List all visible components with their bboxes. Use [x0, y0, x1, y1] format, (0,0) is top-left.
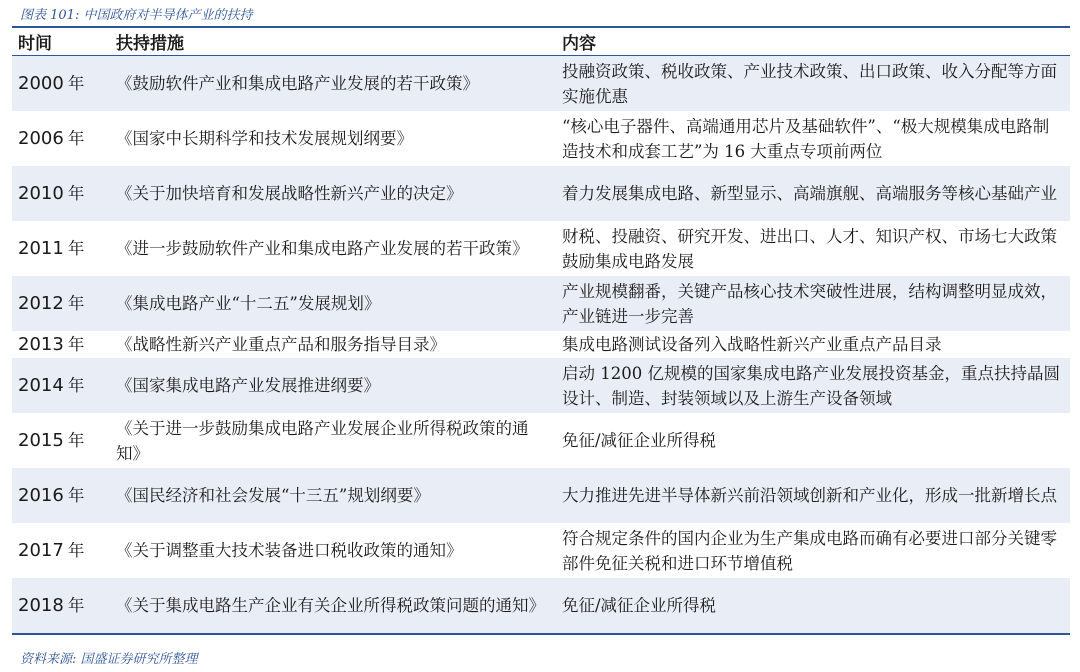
row-measure: 《关于进一步鼓励集成电路产业发展企业所得税政策的通知》: [116, 418, 529, 463]
row-content: 投融资政策、税收政策、产业技术政策、出口政策、收入分配等方面实施优惠: [562, 61, 1057, 106]
row-year: [12, 126, 110, 151]
row-year-value: 2012: [18, 293, 64, 314]
row-content: 集成电路测试设备列入战略性新兴产业重点产品目录: [562, 335, 942, 354]
row-year-suffix: 年: [67, 129, 85, 148]
row-year: [12, 236, 110, 261]
row-year-suffix: 年: [67, 431, 85, 450]
row-year: [12, 71, 110, 96]
table-row: [12, 56, 1070, 111]
table-row: [12, 221, 1070, 276]
row-year-suffix: 年: [67, 184, 85, 203]
row-year-value: 2014: [18, 375, 64, 396]
row-measure: 《鼓励软件产业和集成电路产业发展的若干政策》: [116, 74, 479, 93]
row-year-value: 2013: [18, 334, 64, 355]
row-measure: 《国民经济和社会发展“十三五”规划纲要》: [116, 486, 430, 505]
table-row: [12, 166, 1070, 221]
row-year-value: 2010: [18, 183, 64, 204]
row-content: 符合规定条件的国内企业为生产集成电路而确有必要进口部分关键零部件免征关税和进口环节增值税: [562, 528, 1057, 573]
table-row: [12, 468, 1070, 523]
row-year-value: 2000: [18, 73, 64, 94]
row-year-value: 2016: [18, 485, 64, 506]
row-year-value: 2017: [18, 540, 64, 561]
row-content: 着力发展集成电路、新型显示、高端旗舰、高端服务等核心基础产业: [562, 184, 1057, 203]
row-year-suffix: 年: [67, 335, 85, 354]
row-year: [12, 538, 110, 563]
row-year-value: 2006: [18, 128, 64, 149]
row-year-suffix: 年: [67, 74, 85, 93]
table-row: [12, 276, 1070, 331]
table-body: [12, 56, 1070, 633]
table-row: [12, 413, 1070, 468]
row-measure: 《关于加快培育和发展战略性新兴产业的决定》: [116, 184, 463, 203]
row-year-suffix: 年: [67, 486, 85, 505]
row-year: [12, 181, 110, 206]
table-row: [12, 331, 1070, 358]
row-measure: 《国家集成电路产业发展推进纲要》: [116, 376, 380, 395]
header-content: 内容: [562, 34, 596, 54]
row-year: [12, 373, 110, 398]
table-row: [12, 523, 1070, 578]
row-year-suffix: 年: [67, 596, 85, 615]
row-year-suffix: 年: [67, 239, 85, 258]
row-measure: 《战略性新兴产业重点产品和服务指导目录》: [116, 335, 446, 354]
row-content: 产业规模翻番，关键产品核心技术突破性进展，结构调整明显成效，产业链进一步完善: [562, 281, 1057, 326]
row-year-suffix: 年: [67, 294, 85, 313]
row-year-value: 2015: [18, 430, 64, 451]
row-year: [12, 291, 110, 316]
header-year: 时间: [18, 34, 52, 54]
row-year-value: 2018: [18, 595, 64, 616]
source-note: 资料来源: 国盛证券研究所整理: [20, 652, 198, 667]
row-content: 免征/减征企业所得税: [562, 596, 717, 615]
row-content: 启动 1200 亿规模的国家集成电路产业发展投资基金，重点扶持晶圆设计、制造、封装领域以及上游生产设备领域: [562, 363, 1060, 408]
row-year-suffix: 年: [67, 376, 85, 395]
row-year: [12, 332, 110, 357]
table-header-row: [12, 28, 1070, 56]
row-content: 大力推进先进半导体新兴前沿领域创新和产业化，形成一批新增长点: [562, 486, 1057, 505]
row-content: 财税、投融资、研究开发、进出口、人才、知识产权、市场七大政策鼓励集成电路发展: [562, 226, 1057, 271]
table-row: [12, 111, 1070, 166]
table-caption: 图表 101: 中国政府对半导体产业的扶持: [20, 8, 253, 23]
table-row: [12, 578, 1070, 633]
header-measure: 扶持措施: [116, 34, 184, 54]
row-content: “核心电子器件、高端通用芯片及基础软件”、“极大规模集成电路制造技术和成套工艺”为 16 大重点专项前两位: [562, 116, 1050, 161]
policy-table: [12, 26, 1070, 635]
row-content: 免征/减征企业所得税: [562, 431, 717, 450]
row-year-suffix: 年: [67, 541, 85, 560]
row-measure: 《进一步鼓励软件产业和集成电路产业发展的若干政策》: [116, 239, 529, 258]
row-measure: 《关于调整重大技术装备进口税收政策的通知》: [116, 541, 463, 560]
row-measure: 《国家中长期科学和技术发展规划纲要》: [116, 129, 413, 148]
row-year: [12, 593, 110, 618]
row-year: [12, 428, 110, 453]
row-measure: 《集成电路产业“十二五”发展规划》: [116, 294, 381, 313]
table-bottom-rule: [12, 633, 1070, 635]
table-row: [12, 358, 1070, 413]
row-year: [12, 483, 110, 508]
row-measure: 《关于集成电路生产企业有关企业所得税政策问题的通知》: [116, 596, 545, 615]
row-year-value: 2011: [18, 238, 64, 259]
